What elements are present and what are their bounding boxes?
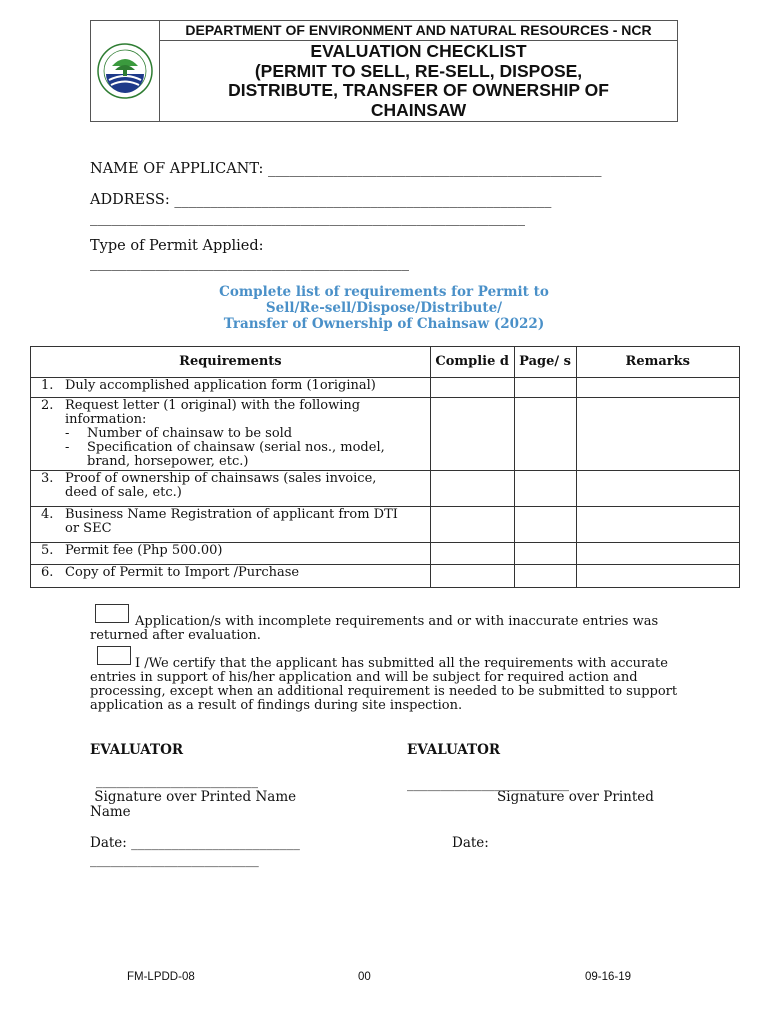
pages-cell[interactable] — [514, 565, 576, 588]
table-row: 4. Business Name Registration of applicant from DTI or SEC — [31, 507, 740, 543]
address-field[interactable]: ADDRESS: ____________________________________________________ — [90, 192, 552, 208]
complied-cell[interactable] — [430, 507, 514, 543]
signature-line-left[interactable]: ________________________ — [96, 773, 258, 789]
permit-type-label: Type of Permit Applied: — [90, 238, 264, 254]
table-header-row — [31, 347, 740, 378]
date-field-left[interactable]: Date: _________________________ — [90, 835, 300, 851]
document-header — [90, 20, 678, 122]
address-line-2[interactable]: ____________________________________________________________ — [90, 210, 525, 226]
remarks-cell[interactable] — [576, 471, 740, 507]
requirements-title: Complete list of requirements for Permit to Sell/Re-sell/Dispose/Distribute/ Transfer of Ownership of Chainsaw (2022) — [219, 284, 549, 332]
permit-type-line[interactable]: ____________________________________________ — [90, 255, 409, 271]
complied-cell[interactable] — [430, 471, 514, 507]
signature-caption-left: Signature over Printed Name — [90, 789, 297, 805]
table-row: 2. Request letter (1 original) with the following information: - Number of chainsaw to be sold - Specification of chainsaw (serial nos., model, brand, horsepower, etc.) — [31, 398, 740, 471]
pages-cell[interactable] — [514, 378, 576, 398]
signature-line-right[interactable]: ________________________ — [407, 776, 569, 792]
col-complied: Complie d — [430, 347, 514, 378]
returned-statement: Application/s with incomplete requirements and or with inaccurate entries was returned after evaluation. — [90, 614, 659, 643]
denr-seal-icon — [96, 42, 154, 100]
pages-cell[interactable] — [514, 507, 576, 543]
pages-cell[interactable] — [514, 543, 576, 565]
remarks-cell[interactable] — [576, 378, 740, 398]
date-line-right[interactable]: _________________________ — [90, 852, 259, 868]
effective-date: 09-16-19 — [585, 971, 632, 983]
checklist-title: EVALUATION CHECKLIST (PERMIT TO SELL, RE-SELL, DISPOSE, DISTRIBUTE, TRANSFER OF OWNERSHIP OF CHAINSAW — [228, 41, 609, 120]
col-requirements: Requirements — [31, 347, 431, 378]
denr-logo — [91, 21, 160, 121]
col-remarks: Remarks — [576, 347, 740, 378]
table-row: 3. Proof of ownership of chainsaws (sales invoice, deed of sale, etc.) — [31, 471, 740, 507]
remarks-cell[interactable] — [576, 507, 740, 543]
col-pages: Page/ s — [514, 347, 576, 378]
applicant-name-field[interactable]: NAME OF APPLICANT: ______________________________________________ — [90, 161, 602, 177]
department-name: DEPARTMENT OF ENVIRONMENT AND NATURAL RESOURCES - NCR — [160, 21, 677, 41]
table-row: 6. Copy of Permit to Import /Purchase — [31, 565, 740, 588]
table-row: 5. Permit fee (Php 500.00) — [31, 543, 740, 565]
revision-number: 00 — [358, 971, 371, 983]
table-row: 1. Duly accomplished application form (1original) — [31, 378, 740, 398]
complied-cell[interactable] — [430, 378, 514, 398]
certify-statement: I /We certify that the applicant has submitted all the requirements with accurate entries in support of his/her application and will be subject for required action and processing, except when an additional requirement is needed to be submitted to support application as a result of findings during site inspection. — [90, 656, 678, 713]
signature-caption-left-cont: Name — [90, 804, 131, 820]
date-label-right: Date: — [452, 835, 489, 851]
pages-cell[interactable] — [514, 471, 576, 507]
remarks-cell[interactable] — [576, 398, 740, 471]
requirements-table — [30, 346, 740, 588]
pages-cell[interactable] — [514, 398, 576, 471]
signature-caption-right: Signature over Printed — [497, 789, 654, 805]
complied-cell[interactable] — [430, 398, 514, 471]
complied-cell[interactable] — [430, 543, 514, 565]
remarks-cell[interactable] — [576, 543, 740, 565]
evaluator-right-label: EVALUATOR — [407, 742, 501, 758]
remarks-cell[interactable] — [576, 565, 740, 588]
form-code: FM-LPDD-08 — [127, 971, 195, 983]
complied-cell[interactable] — [430, 565, 514, 588]
evaluator-left-label: EVALUATOR — [90, 742, 184, 758]
